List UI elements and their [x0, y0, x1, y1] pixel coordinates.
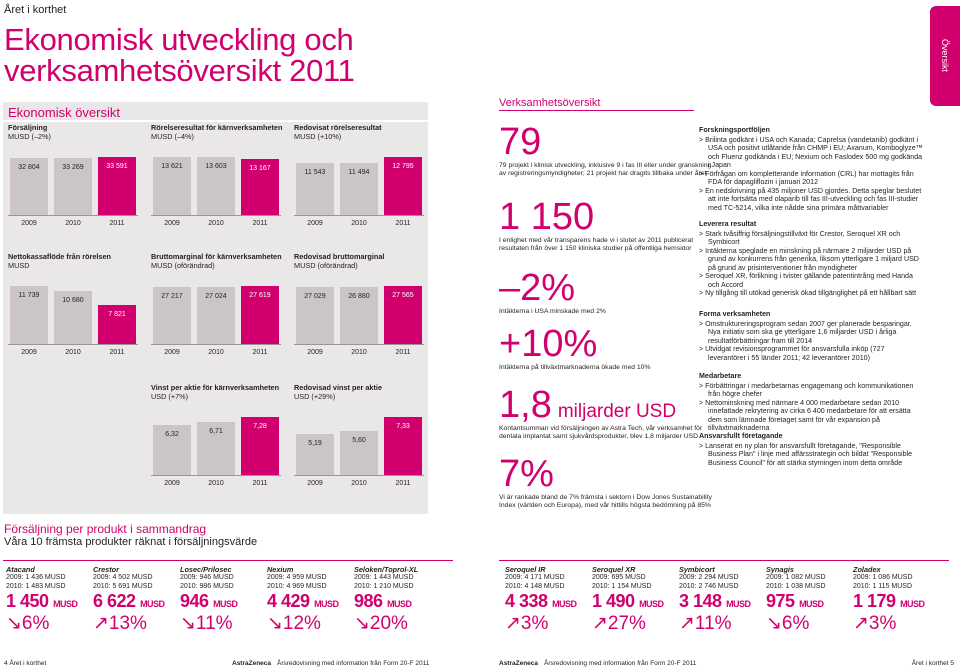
chart-value: 11 739 [18, 292, 40, 299]
product-name: Synagis [766, 565, 794, 574]
product-unit: MUSD [799, 599, 824, 609]
product-name: Atacand [6, 565, 35, 574]
chart-value: 5,19 [308, 439, 322, 447]
chart-value: 11 543 [304, 168, 326, 176]
chart-unit: USD (+29%) [294, 391, 336, 401]
ops-section-heading: Leverera resultat [699, 220, 757, 228]
kpi-value: 1,8 miljarder USD [499, 384, 677, 426]
product-sales-2010: 2010: 4 969 MUSD [267, 582, 327, 590]
ops-section-item: > Förbättringar i medarbetarnas engagemang och kommunikationen från högre chefer [699, 381, 914, 398]
ops-section-item: > En nedskrivning på 435 miljoner USD gjordes. Detta speglar beslutet att inte fortsätta med olaparib till fas III-utveckling och fas III-studier med TC-5214, vilka inte nådde sina primära måttvariabler [699, 186, 922, 212]
kpi-value: 7% [499, 453, 554, 495]
chart-value: 27 565 [392, 292, 414, 299]
product-sales-2009: 2009: 1 086 MUSD [853, 574, 913, 581]
product-change-value: 3% [868, 613, 897, 634]
product-sales-2010: 2010: 1 483 MUSD [6, 582, 66, 590]
products-divider-left [3, 560, 453, 561]
product-unit: MUSD [140, 599, 165, 609]
chart-year: 2011 [395, 349, 411, 356]
chart-unit: MUSD (–4%) [151, 131, 194, 141]
footer-right-brand: AstraZeneca [499, 660, 539, 667]
product-unit: MUSD [639, 599, 664, 609]
product-sales-2009: 2009: 946 MUSD [180, 574, 234, 581]
product-sales-2011: 975 MUSD [766, 591, 824, 611]
chart-value: 7,33 [396, 423, 410, 430]
chart-unit: MUSD (oförändrad) [151, 260, 215, 270]
chart-year: 2011 [252, 480, 268, 487]
chart-year: 2010 [208, 220, 224, 227]
trend-arrow-icon: ↗ [592, 613, 608, 634]
chart-unit: USD (+7%) [151, 391, 189, 401]
product-change-value: 3% [520, 613, 549, 634]
product-sales-2009: 2009: 4 502 MUSD [93, 574, 153, 581]
product-item [180, 565, 264, 635]
chart-name: Nettokassaflöde från rörelsen [8, 252, 112, 261]
product-name: Crestor [93, 565, 119, 574]
product-sales-2011: 4 338 MUSD [505, 591, 577, 611]
chart-value: 12 795 [392, 163, 414, 170]
ops-section-item: > Stark tvåsiffrig försäljningstillväxt för Crestor, Seroquel XR och Symbicort [699, 229, 901, 246]
product-item [93, 565, 177, 635]
chart-value: 7,28 [253, 423, 267, 430]
product-sales-2009: 2009: 1 443 MUSD [354, 574, 414, 581]
kpi-value-suffix: miljarder USD [557, 401, 677, 422]
chart-year: 2011 [109, 349, 125, 356]
chart-name: Bruttomarginal för kärnverksamheten [151, 252, 282, 261]
product-change [766, 612, 850, 635]
product-sales-2009: 2009: 1 082 MUSD [766, 574, 826, 581]
trend-arrow-icon: ↘ [766, 613, 782, 634]
kpi-value: 79 [499, 121, 542, 163]
ops-section-item: > Intäkterna speglade en minskning på närmare 2 miljarder USD på grund av konkurrens från generika, liksom ytterligare 1 miljard USD på grund av prisinterventioner från myndigheter [699, 246, 919, 272]
chart-label [151, 384, 286, 401]
chart-year: 2009 [307, 480, 323, 487]
chart-value: 13 621 [161, 163, 183, 170]
product-item [267, 565, 351, 635]
product-sales-2011: 3 148 MUSD [679, 591, 751, 611]
product-sales-2009: 2009: 2 294 MUSD [679, 574, 739, 581]
product-item [354, 565, 438, 635]
kpi-description: 79 projekt i klinisk utveckling, inklusive 9 i fas III eller under granskning av registreringsmyndigheter; 21 projekt har dragits tillbaka under året [499, 162, 712, 178]
trend-arrow-icon: ↗ [93, 613, 109, 634]
product-unit: MUSD [314, 599, 339, 609]
product-change [853, 612, 937, 635]
ops-section-heading: Medarbetare [699, 372, 742, 380]
chart-name: Rörelseresultat för kärnverksamheten [151, 123, 283, 132]
chart-name: Redovisad bruttomarginal [294, 252, 385, 261]
ops-divider [499, 110, 694, 111]
chart-value: 32 804 [18, 164, 40, 172]
product-name: Seloken/Toprol-XL [354, 565, 419, 574]
product-sales-2009: 2009: 695 MUSD [592, 574, 646, 581]
products-title: Försäljning per produkt i sammandrag [4, 522, 207, 536]
chart-value: 26 880 [348, 293, 370, 301]
page-title-line1: Ekonomisk utveckling och [4, 22, 354, 57]
product-unit: MUSD [213, 599, 238, 609]
trend-arrow-icon: ↗ [505, 613, 521, 634]
chart-year: 2010 [208, 349, 224, 356]
chart-year: 2010 [65, 349, 81, 356]
chart-name: Försäljning [8, 123, 48, 132]
kpi-value: 1 150 [499, 196, 595, 238]
ops-section [699, 372, 924, 433]
ops-section-item: > Nettominskning med närmare 4 000 medarbetare sedan 2010 innefattade rekrytering av cirka 6 400 medarbetare för att ersätta dem som lämnade företaget samt för vår expansion på tillväxtmarknaderna [699, 398, 911, 432]
chart-year: 2009 [164, 220, 180, 227]
ops-section-item: > Brilinta godkänt i USA och Kanada; Caprelsa (vandetanib) godkänt i USA och positivt utlåtande från CHMP i EU; Axanum, Komboglyze™ och Fluenz godkända i EU; Nexium och Faslodex 500 mg godkända i Japan [699, 135, 923, 169]
kpi-description: Intäkterna på tillväxtmarknaderna ökade med 10% [499, 364, 651, 371]
chart-value: 13 603 [205, 163, 227, 171]
chart-year: 2011 [395, 220, 411, 227]
chart-axis [151, 344, 281, 345]
product-sales-2011: 986 MUSD [354, 591, 412, 611]
product-sales-2010: 2010: 1 115 MUSD [853, 582, 913, 590]
chart-year: 2010 [351, 480, 367, 487]
chart-unit: MUSD (oförändrad) [294, 260, 358, 270]
chart-label [151, 124, 286, 141]
product-sales-2011: 946 MUSD [180, 591, 238, 611]
chart-value: 5,60 [352, 436, 366, 444]
footer-left-page: 4 Året i korthet [4, 660, 47, 667]
product-item [766, 565, 850, 635]
page-title-line2: verksamhetsöversikt 2011 [4, 53, 355, 88]
chart-year: 2009 [307, 349, 323, 356]
trend-arrow-icon: ↘ [354, 613, 370, 634]
product-unit: MUSD [726, 599, 751, 609]
chart-label [8, 124, 143, 141]
page-title [4, 24, 424, 86]
product-name: Seroquel IR [505, 565, 546, 574]
product-unit: MUSD [387, 599, 412, 609]
kpi-value: +10% [499, 323, 598, 365]
chart-value: 27 024 [205, 293, 227, 301]
chart-axis [151, 215, 281, 216]
chart-year: 2009 [21, 349, 37, 356]
product-item [592, 565, 676, 635]
ops-section [699, 220, 924, 298]
chart-year: 2010 [351, 220, 367, 227]
product-change [180, 612, 264, 635]
footer-left-brand: AstraZeneca [232, 660, 272, 667]
econ-divider [3, 120, 428, 122]
econ-title: Ekonomisk översikt [8, 105, 120, 120]
product-item [505, 565, 589, 635]
chart-label [8, 253, 143, 270]
product-unit: MUSD [53, 599, 78, 609]
ops-section-item: > Utvidgat revisionsprogrammet för ansvarsfulla inköp (727 leverantörer i 55 länder 2011; 42 leverantörer 2010) [699, 345, 885, 362]
product-sales-2011: 1 450 MUSD [6, 591, 78, 611]
product-sales-2010: 2010: 4 148 MUSD [505, 582, 565, 590]
product-name: Nexium [267, 565, 294, 574]
chart-unit: MUSD (+10%) [294, 131, 342, 141]
chart-label [294, 124, 429, 141]
kpi-description: Vi är rankade bland de 7% främsta i sektorn i Dow Jones Sustainability Index (världen och Europa), med vår hittills högsta bedömning på 85% [499, 494, 712, 510]
product-sales-2010: 2010: 2 746 MUSD [679, 582, 739, 590]
ops-section [699, 126, 924, 212]
product-change [354, 612, 438, 635]
chart-value: 27 029 [304, 293, 326, 301]
trend-arrow-icon: ↗ [853, 613, 869, 634]
chart-year: 2011 [252, 349, 268, 356]
trend-arrow-icon: ↘ [6, 613, 22, 634]
ops-section [699, 310, 924, 362]
chart-value: 6,71 [209, 427, 223, 435]
chart-value: 33 269 [62, 163, 84, 171]
products-subtitle: Våra 10 främsta produkter räknat i försäljningsvärde [4, 536, 258, 548]
product-change [6, 612, 90, 635]
chart-value: 13 167 [249, 164, 271, 172]
product-sales-2009: 2009: 4 959 MUSD [267, 574, 327, 581]
footer-left-text: Årsredovisning med information från Form 20-F 2011 [277, 660, 430, 667]
trend-arrow-icon: ↗ [679, 613, 695, 634]
ops-section-heading: Forma verksamheten [699, 310, 771, 318]
product-sales-2011: 1 179 MUSD [853, 591, 925, 611]
ops-section-item: > Seroquel XR, förlikning i tvister gällande patentintrång med Handa och Accord [699, 272, 913, 289]
chart-value: 7 821 [108, 311, 126, 319]
product-change-value: 27% [607, 613, 646, 634]
ops-section-heading: Ansvarsfullt företagande [699, 432, 783, 440]
section-label: Året i korthet [4, 4, 67, 16]
product-change [267, 612, 351, 635]
product-sales-2009: 2009: 1 436 MUSD [6, 574, 66, 581]
product-change-value: 6% [21, 613, 50, 634]
product-name: Symbicort [679, 565, 715, 574]
chart-value: 11 494 [348, 168, 370, 176]
product-change [679, 612, 763, 635]
chart-label [294, 253, 429, 270]
product-name: Losec/Prilosec [180, 565, 232, 574]
product-sales-2010: 2010: 986 MUSD [180, 582, 234, 590]
chart-year: 2010 [208, 480, 224, 487]
ops-title: Verksamhetsöversikt [499, 97, 601, 109]
product-sales-2010: 2010: 5 691 MUSD [93, 582, 153, 590]
chart-value: 27 217 [161, 292, 183, 300]
product-change [505, 612, 589, 635]
product-sales-2011: 6 622 MUSD [93, 591, 165, 611]
chart-year: 2011 [109, 220, 125, 227]
chart-unit: MUSD (–2%) [8, 131, 51, 141]
kpi-description: I enlighet med vår transparens hade vi i slutet av 2011 publicerat resultaten från över 1 150 kliniska studier på offentliga hemsidor [499, 237, 694, 253]
product-unit: MUSD [900, 599, 925, 609]
chart-value: 33 591 [106, 163, 128, 170]
product-sales-2010: 2010: 1 154 MUSD [592, 582, 652, 590]
product-change-value: 11% [195, 613, 233, 634]
chart-value: 27 619 [249, 292, 271, 299]
product-item [6, 565, 90, 635]
ops-section-item: > Lanserat en ny plan för ansvarsfullt företagande, "Responsible Business Plan" i linje med affärsstrategin och bildat "Responsible Business Council" för att stärka styrningen inom detta område [699, 441, 913, 467]
chart-year: 2009 [21, 220, 37, 227]
chart-axis [8, 344, 138, 345]
product-change-value: 6% [781, 613, 810, 634]
products-divider-right [499, 560, 949, 561]
product-sales-2009: 2009: 4 171 MUSD [505, 574, 565, 581]
product-change-value: 13% [108, 613, 147, 634]
chart-year: 2009 [164, 349, 180, 356]
product-sales-2011: 1 490 MUSD [592, 591, 664, 611]
ops-section-item: > Ny tillgång till utökad generisk ökad tillgänglighet på ett hållbart sätt [699, 289, 917, 297]
kpi-value: –2% [499, 267, 576, 309]
chart-year: 2010 [65, 220, 81, 227]
product-change-value: 20% [369, 613, 408, 634]
trend-arrow-icon: ↘ [180, 613, 196, 634]
chart-year: 2010 [351, 349, 367, 356]
chart-unit: MUSD [8, 260, 30, 270]
kpi-description: Kontantsumman vid försäljningen av Astra Tech, vår verksamhet för dentala implantat samt sjukvårdsprodukter, blev 1,8 miljarder USD [499, 425, 703, 441]
chart-axis [8, 215, 138, 216]
product-unit: MUSD [552, 599, 577, 609]
footer-right-text: Årsredovisning med information från Form 20-F 2011 [544, 660, 697, 667]
ops-section-item: > Omstruktureringsprogram sedan 2007 ger planerade besparingar. Nya initiativ som ska ge ytterligare 1,6 miljarder USD i årliga resultatförbättringar fram till 2014 [699, 319, 912, 345]
product-change-value: 11% [694, 613, 732, 634]
chart-label [151, 253, 286, 270]
chart-label [294, 384, 429, 401]
product-sales-2010: 2010: 1 038 MUSD [766, 582, 826, 590]
chart-name: Redovisat rörelseresultat [294, 123, 382, 132]
trend-arrow-icon: ↘ [267, 613, 283, 634]
product-name: Seroquel XR [592, 565, 636, 574]
chart-name: Redovisad vinst per aktie [294, 383, 383, 392]
product-item [853, 565, 937, 635]
chart-axis [294, 475, 424, 476]
chart-axis [151, 475, 281, 476]
product-sales-2011: 4 429 MUSD [267, 591, 339, 611]
kpi-description: Intäkterna i USA minskade med 2% [499, 308, 606, 315]
product-change-value: 12% [282, 613, 321, 634]
product-item [679, 565, 763, 635]
chart-value: 10 680 [62, 297, 84, 305]
ops-section-heading: Forskningsportföljen [699, 126, 770, 134]
ops-section [699, 432, 924, 467]
chart-year: 2011 [252, 220, 268, 227]
product-change [93, 612, 177, 635]
product-name: Zoladex [853, 565, 881, 574]
chart-value: 6,32 [165, 430, 179, 438]
chart-year: 2011 [395, 480, 411, 487]
chart-axis [294, 215, 424, 216]
chart-year: 2009 [307, 220, 323, 227]
chart-name: Vinst per aktie för kärnverksamheten [151, 383, 280, 392]
chart-axis [294, 344, 424, 345]
product-change [592, 612, 676, 635]
product-sales-2010: 2010: 1 210 MUSD [354, 582, 414, 590]
ops-section-item: > Förfrågan om kompletterande information (CRL) har mottagits från FDA för dapagliflozin i januari 2012 [699, 169, 914, 186]
overview-tab[interactable]: Översikt [930, 6, 960, 106]
chart-year: 2009 [164, 480, 180, 487]
footer-right-page: Året i korthet 5 [911, 660, 954, 667]
